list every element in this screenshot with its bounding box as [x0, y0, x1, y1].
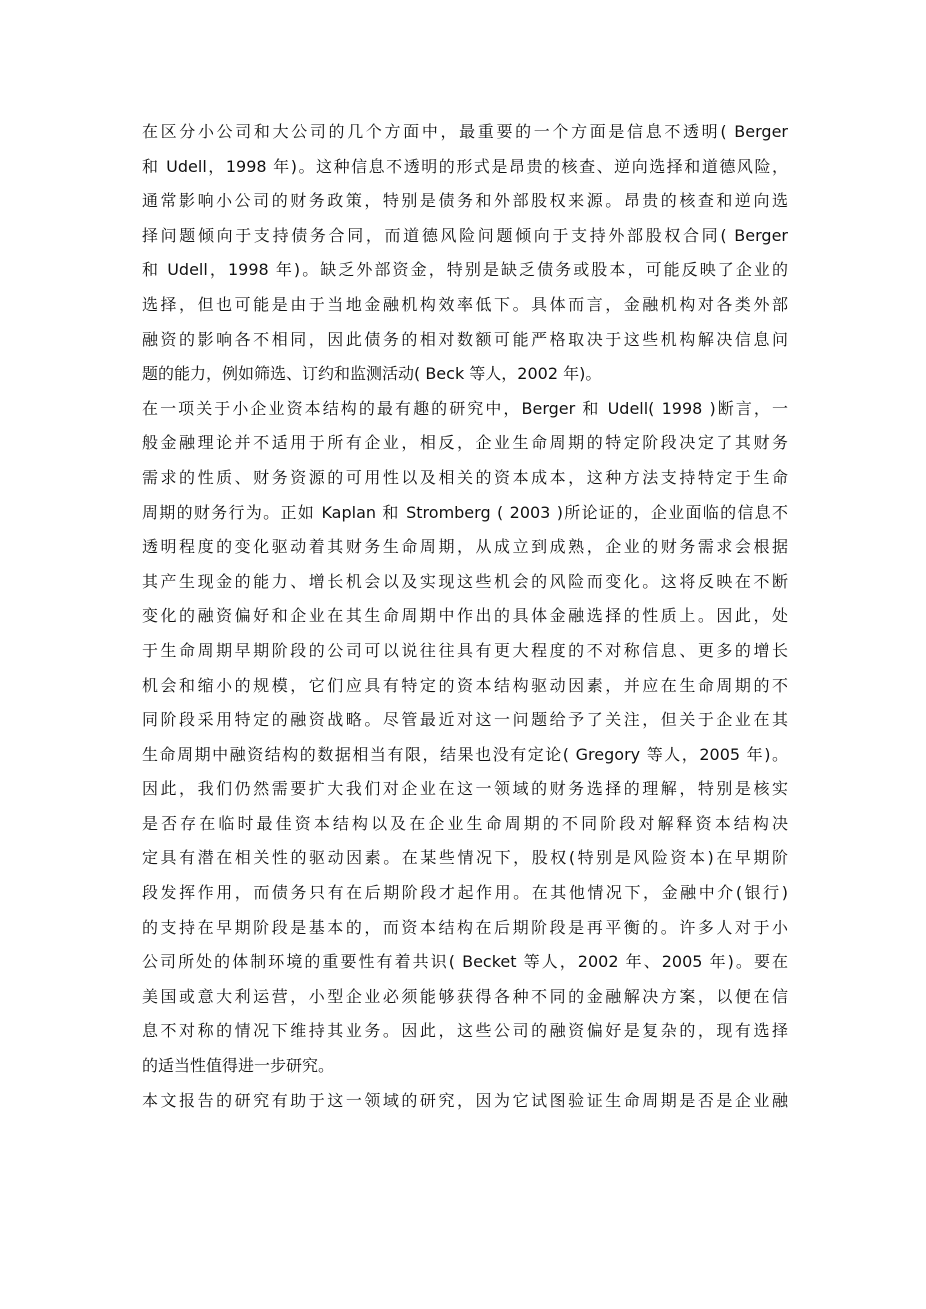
- text-line: 段发挥作用，而债务只有在后期阶段才起作用。在其他情况下，金融中介(银行): [142, 883, 788, 903]
- text-line: 因此，我们仍然需要扩大我们对企业在这一领域的财务选择的理解，特别是核实: [142, 779, 788, 799]
- text-line: 需求的性质、财务资源的可用性以及相关的资本成本，这种方法支持特定于生命: [142, 467, 788, 487]
- text-line: 是否存在临时最佳资本结构以及在企业生命周期的不同阶段对解释资本结构决: [142, 813, 788, 833]
- text-line: 通常影响小公司的财务政策，特别是债务和外部股权来源。昂贵的核查和逆向选: [142, 191, 788, 211]
- text-line: 在一项关于小企业资本结构的最有趣的研究中，Berger 和 Udell( 1998 )断言，一: [142, 398, 788, 418]
- text-line: 周期的财务行为。正如 Kaplan 和 Stromberg ( 2003 )所论证的，企业面临的信息不: [142, 502, 788, 522]
- text-line: 和 Udell，1998 年)。缺乏外部资金，特别是缺乏债务或股本，可能反映了企业的: [142, 260, 788, 280]
- text-line: 机会和缩小的规模，它们应具有特定的资本结构驱动因素，并应在生命周期的不: [142, 675, 788, 695]
- text-line: 般金融理论并不适用于所有企业，相反，企业生命周期的特定阶段决定了其财务: [142, 433, 788, 453]
- text-line: 同阶段采用特定的融资战略。尽管最近对这一问题给予了关注，但关于企业在其: [142, 710, 788, 730]
- paragraph-3: [142, 1084, 788, 1119]
- text-line: 生命周期中融资结构的数据相当有限，结果也没有定论( Gregory 等人，2005 年)。: [142, 744, 788, 764]
- text-line: 题的能力，例如筛选、订约和监测活动( Beck 等人，2002 年)。: [142, 364, 602, 384]
- text-line: 公司所处的体制环境的重要性有着共识( Becket 等人，2002 年、2005 年)。要在: [142, 952, 788, 972]
- text-line: 息不对称的情况下维持其业务。因此，这些公司的融资偏好是复杂的，现有选择: [142, 1021, 788, 1041]
- text-line: 的适当性值得进一步研究。: [142, 1056, 335, 1076]
- text-line: 本文报告的研究有助于这一领域的研究，因为它试图验证生命周期是否是企业融: [142, 1090, 788, 1110]
- text-line: 的支持在早期阶段是基本的，而资本结构在后期阶段是再平衡的。许多人对于小: [142, 917, 788, 937]
- text-line: 和 Udell，1998 年)。这种信息不透明的形式是昂贵的核查、逆向选择和道德风险，: [142, 156, 788, 176]
- paragraph-2: [142, 392, 788, 1084]
- text-line: 美国或意大利运营，小型企业必须能够获得各种不同的金融解决方案，以便在信: [142, 986, 788, 1006]
- text-line: 透明程度的变化驱动着其财务生命周期，从成立到成熟，企业的财务需求会根据: [142, 537, 788, 557]
- text-line: 在区分小公司和大公司的几个方面中，最重要的一个方面是信息不透明( Berger: [142, 122, 788, 141]
- text-line: 定具有潜在相关性的驱动因素。在某些情况下，股权(特别是风险资本)在早期阶: [142, 848, 788, 868]
- text-line: 融资的影响各不相同，因此债务的相对数额可能严格取决于这些机构解决信息问: [142, 329, 788, 349]
- text-line: 选择，但也可能是由于当地金融机构效率低下。具体而言，金融机构对各类外部: [142, 294, 788, 314]
- document-body: [142, 115, 788, 1118]
- text-line: 其产生现金的能力、增长机会以及实现这些机会的风险而变化。这将反映在不断: [142, 571, 788, 591]
- text-line: 择问题倾向于支持债务合同，而道德风险问题倾向于支持外部股权合同( Berger: [142, 225, 788, 245]
- paragraph-1: [142, 115, 788, 392]
- text-line: 于生命周期早期阶段的公司可以说往往具有更大程度的不对称信息、更多的增长: [142, 640, 788, 660]
- text-line: 变化的融资偏好和企业在其生命周期中作出的具体金融选择的性质上。因此，处: [142, 606, 788, 626]
